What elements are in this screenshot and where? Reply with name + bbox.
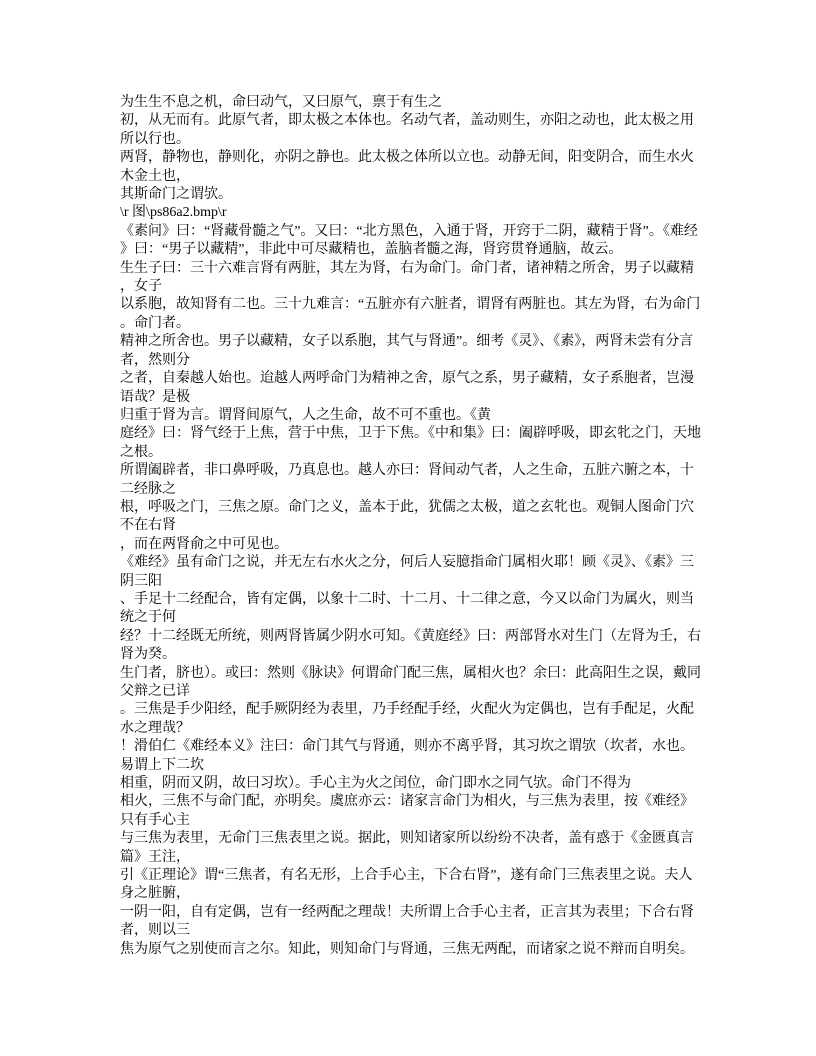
text-paragraph: 相火，三焦不与命门配，亦明矣。虞庶亦云：诸家言命门为相火，与三焦为表里，按《难经》只有手心主 [120,794,694,828]
text-paragraph: 根，呼吸之门，三焦之原。命门之义，盖本于此，犹儒之太极，道之玄牝也。观铜人图命门穴不在右肾 [120,499,694,534]
text-paragraph: 初，从无而有。此原气者，即太极之本体也。名动气者，盖动则生，亦阳之动也，此太极之用所以行也。 [120,113,694,147]
text-paragraph: 生生子曰：三十六难言肾有两脏，其左为肾，右为命门。命门者，诸神精之所舍，男子以藏精，女子 [120,260,694,295]
text-paragraph: 两肾，静物也，静则化，亦阴之静也。此太极之体所以立也。动静无间，阳变阴合，而生水火木金土也， [120,150,694,184]
text-paragraph: 《素问》曰：“肾藏骨髓之气”。又曰：“北方黑色，入通于肾，开窍于二阴，藏精于肾”。《难经》曰：“男子以藏精”，非此中可尽藏精也，盖脑者髓之海，肾窍贯脊通脑，故云。 [120,223,698,258]
text-paragraph: 。三焦是手少阳经，配手厥阴经为表里，乃手经配手经，火配火为定偶也，岂有手配足，火配水之理哉？ [120,702,694,736]
text-paragraph: 归重于肾为言。谓肾间原气，人之生命，故不可不重也。《黄 [120,407,491,423]
text-paragraph: 引《正理论》谓“三焦者，有名无形，上合手心主，下合右肾”，遂有命门三焦表里之说。夫人身之脏腑， [120,868,693,902]
text-paragraph: 所谓阖辟者，非口鼻呼吸，乃真息也。越人亦曰：肾间动气者，人之生命，五脏六腑之本，十二经脉之 [120,463,694,497]
document-text [120,94,702,959]
text-paragraph: 为生生不息之机，命曰动气，又曰原气，禀于有生之 [120,95,442,110]
text-paragraph: ！滑伯仁《难经本义》注曰：命门其气与肾通，则亦不离乎肾，其习坎之谓欤（坎者，水也。易谓上下二坎 [120,739,694,773]
text-paragraph: 之者，自秦越人始也。迨越人两呼命门为精神之舍，原气之系，男子藏精，女子系胞者，岂漫语哉？是极 [120,371,694,405]
text-paragraph: 生门者，脐也）。或曰：然则《脉诀》何谓命门配三焦，属相火也？余曰：此高阳生之误，戴同父辩之已详 [120,665,701,699]
text-paragraph: 庭经》曰：肾气经于上焦，营于中焦，卫于下焦。《中和集》曰：阖辟呼吸，即玄牝之门，天地之根。 [120,426,701,460]
text-paragraph: 其斯命门之谓欤。 [120,187,232,203]
text-paragraph: 与三焦为表里，无命门三焦表里之说。据此，则知诸家所以纷纷不决者，盖有惑于《金匮真言篇》王注， [120,831,694,865]
text-paragraph: 焦为原气之别使而言之尔。知此，则知命门与肾通，三焦无两配，而诸家之说不辩而自明矣。 [120,941,694,957]
text-paragraph: 一阴一阳，自有定偶，岂有一经两配之理哉！夫所谓上合手心主者，正言其为表里；下合右肾者，则以三 [120,904,694,939]
text-paragraph: \r 图\ps86a2.bmp\r [120,205,227,221]
text-paragraph: 以系胞，故知肾有二也。三十九难言：“五脏亦有六脏者，谓肾有两脏也。其左为肾，右为命门。命门者。 [120,297,701,331]
text-paragraph: 精神之所舍也。男子以藏精，女子以系胞，其气与肾通”。细考《灵》、《素》，两肾未尝有分言者，然则分 [120,334,694,368]
text-paragraph: ，而在两肾俞之中可见也。 [120,536,288,552]
text-paragraph: 、手足十二经配合，皆有定偶，以象十二时、十二月、十二律之意，今又以命门为属火，则当统之于何 [120,591,694,626]
text-paragraph: 经？十二经既无所统，则两肾皆属少阴水可知。《黄庭经》曰：两部肾水对生门（左肾为壬，右肾为癸。 [120,628,701,663]
text-paragraph: 相重，阴而又阴，故曰习坎）。手心主为火之闰位，命门即水之同气欤。命门不得为 [120,776,631,792]
text-paragraph: 《难经》虽有命门之说，并无左右水火之分，何后人妄臆指命门属相火耶！顾《灵》、《素》三阴三阳 [120,555,694,589]
